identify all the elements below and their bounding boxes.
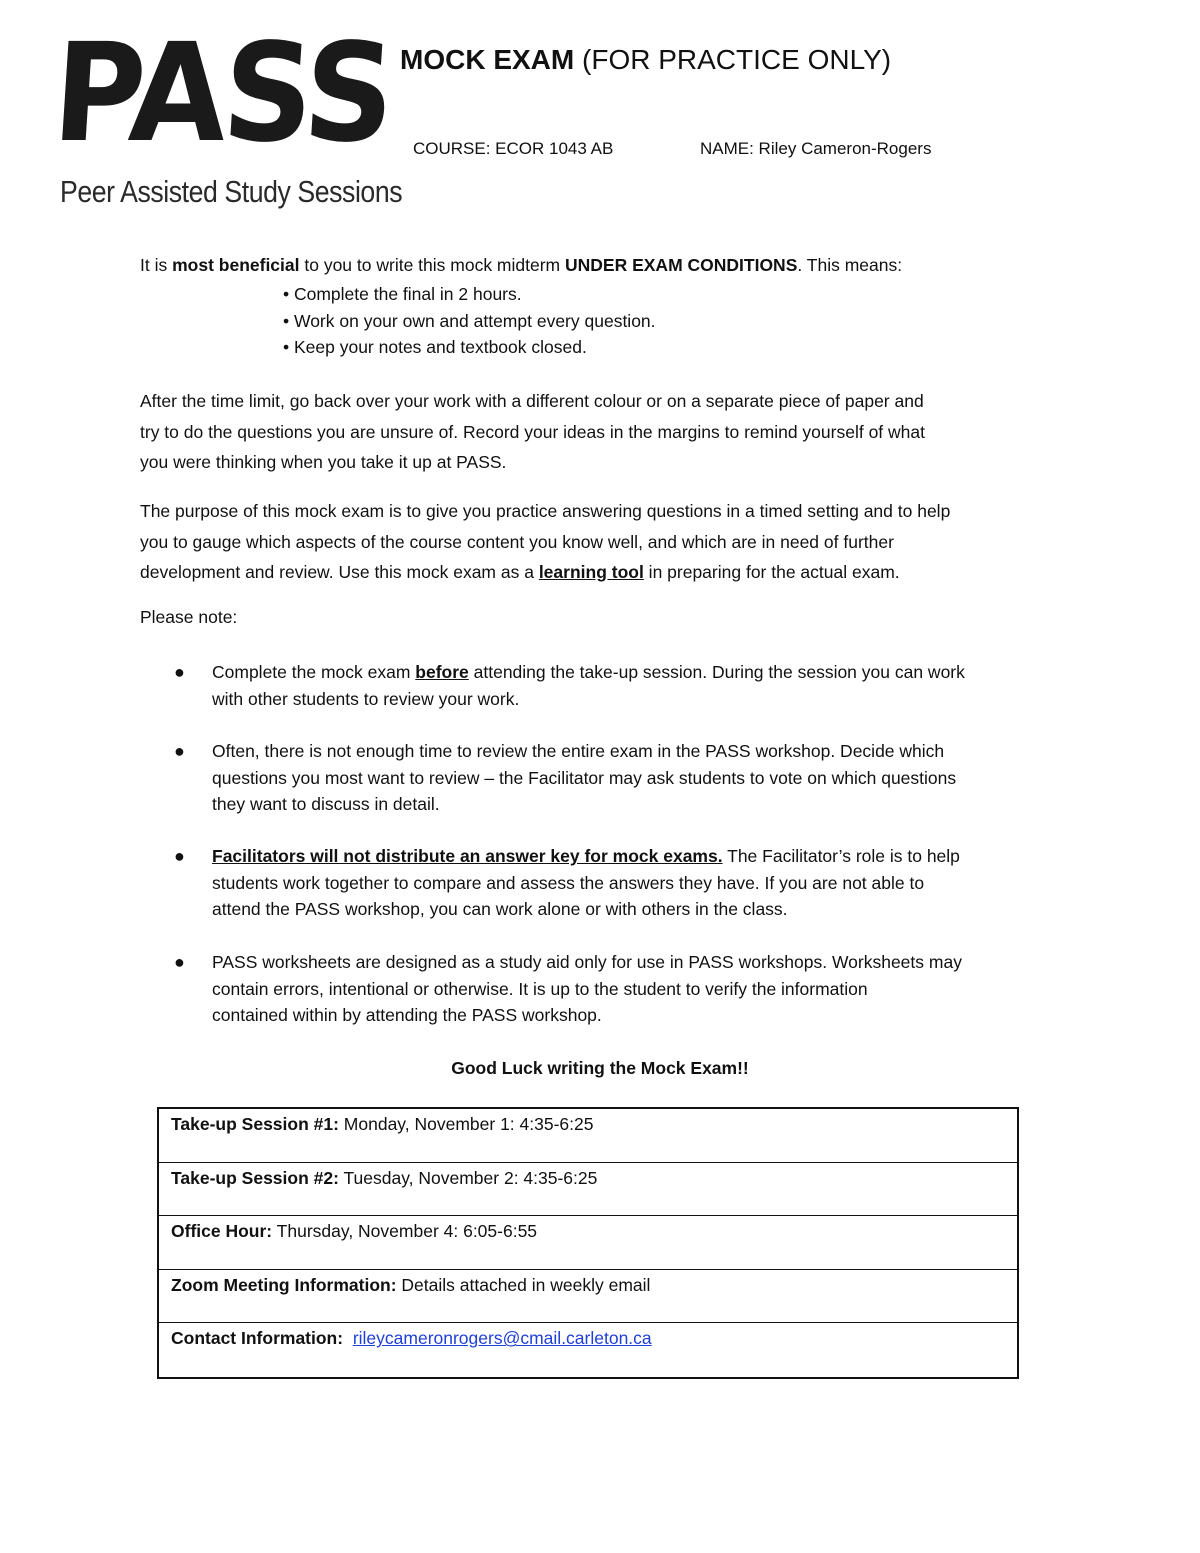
condition-item: • Keep your notes and textbook closed. [283,337,587,357]
para1-line: try to do the questions you are unsure of. Record your ideas in the margins to remind yourself of what [140,421,925,442]
intro-b1: most beneficial [172,255,300,275]
intro-b2: UNDER EXAM CONDITIONS [565,255,798,275]
note-segment: The Facilitator’s role is to help [722,846,960,866]
note-segment: Complete the mock exam [212,662,416,682]
note-line: they want to discuss in detail. [212,794,440,814]
note-text [212,949,962,1029]
row-value: Tuesday, November 2: 4:35-6:25 [338,1167,598,1188]
intro-t1: It is [140,255,173,275]
logo-wordmark: PASS [48,15,396,173]
para2-text: development and review. Use this mock exam as a [140,562,539,582]
para2-line: you to gauge which aspects of the course content you know well, and which are in need of further [140,531,894,552]
title-bold: MOCK EXAM [400,44,575,75]
row-label: Take-up Session #1: [171,1114,339,1134]
row-label: Zoom Meeting Information: [171,1274,397,1295]
session-info-table [157,1107,1019,1379]
note-segment: attending the take-up session. During the session you can work [468,662,965,682]
note-line: attend the PASS workshop, you can work alone or with others in the class. [212,899,788,919]
table-row [159,1270,1017,1324]
para1-line: you were thinking when you take it up at PASS. [140,452,507,472]
exam-conditions-list [283,281,656,361]
note-line: contain errors, intentional or otherwise. It is up to the student to verify the information [212,978,868,999]
logo-subtitle: Peer Assisted Study Sessions [60,174,403,209]
please-note-label: Please note: [140,607,238,627]
row-label: Contact Information: [171,1328,344,1349]
para2-text: in preparing for the actual exam. [643,562,900,582]
note-text [212,843,960,923]
table-row [159,1163,1017,1217]
bullet-icon: ● [174,741,185,761]
bullet-icon: ● [174,662,185,682]
bullet-icon: ● [174,846,185,866]
table-row [159,1216,1017,1270]
course-label: COURSE: ECOR 1043 AB [413,139,614,158]
row-label: Office Hour: [171,1221,273,1242]
intro-t2: to you to write this mock midterm [299,255,565,275]
note-line: PASS worksheets are designed as a study aid only for use in PASS workshops. Worksheets may [212,952,962,972]
pass-logo [48,15,403,216]
note-line: Often, there is not enough time to review the entire exam in the PASS workshop. Decide which [212,741,945,761]
note-text [212,659,965,712]
email-link[interactable]: rileycameronrogers@cmail.carleton.ca [352,1328,652,1349]
note-text [212,738,956,818]
note-line: with other students to review your work. [212,688,520,709]
table-row [159,1109,1017,1163]
para2-line [140,557,950,588]
row-label: Take-up Session #2: [171,1167,339,1188]
condition-item: • Complete the final in 2 hours. [283,284,522,304]
table-row [159,1323,1017,1377]
purpose-paragraph [140,496,950,588]
student-name: NAME: Riley Cameron-Rogers [700,139,932,158]
note-line: questions you most want to review – the Facilitator may ask students to vote on which questions [212,767,957,788]
answer-key-emphasis: Facilitators will not distribute an answer key for mock exams. [212,846,723,866]
before-emphasis: before [415,662,469,682]
para1-line: After the time limit, go back over your work with a different colour or on a separate piece of paper and [140,391,924,411]
good-luck-message: Good Luck writing the Mock Exam!! [451,1058,749,1078]
after-time-limit-paragraph [140,386,925,478]
row-value: Details attached in weekly email [396,1274,651,1295]
row-value: Monday, November 1: 4:35-6:25 [338,1114,594,1134]
page-title [400,44,891,76]
para2-line: The purpose of this mock exam is to give you practice answering questions in a timed setting and to help [140,501,951,521]
note-line: students work together to compare and assess the answers they have. If you are not able to [212,872,925,893]
note-line: contained within by attending the PASS workshop. [212,1005,602,1025]
bullet-icon: ● [174,952,185,972]
row-value: Thursday, November 4: 6:05-6:55 [272,1221,538,1242]
intro-t3: . This means: [797,255,903,275]
title-rest: (FOR PRACTICE ONLY) [574,44,892,75]
learning-tool-emphasis: learning tool [538,562,644,582]
intro-text [140,250,902,281]
condition-item: • Work on your own and attempt every question. [283,310,656,331]
